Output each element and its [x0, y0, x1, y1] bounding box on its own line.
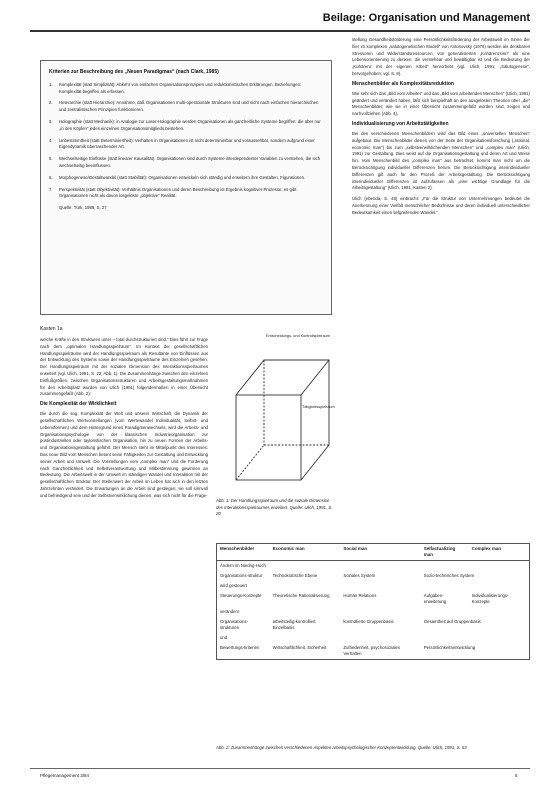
kriterien-item-number: 3.	[49, 118, 53, 124]
right-paragraph-2: Wie sehr sich das „Bild vom Arbeiter“ und das „Bild vom arbeitenden Menschen“ (Ulich, 1991) geändert und verändert haben, läßt sich beispielhaft an den ausgelösten Theorien über „die“ Menschenbilder, wie sie in einer Übersicht zusammengefaßt worden sind, zeigen und nachvollziehen (Abb. 4).	[352, 90, 530, 117]
table-row	[217, 617, 530, 633]
kriterien-item	[49, 119, 323, 133]
table-cell	[421, 561, 469, 572]
kriterien-item-text: Unbestimmtheit (statt Determiniertheit): Verhalten in Organisationen ist nicht determinierbar und voraussehbar, sondern aufgrund einer Eigendynamik überraschender Art.	[59, 137, 315, 150]
figure-1-caption: Abb. 1: Der Handlungsspielraum und die soziale Dimension des Interaktionsspielraumes erweitert. Quelle: Ulich, 1991, S. 20	[216, 498, 333, 516]
kriterien-item-number: 7.	[49, 186, 53, 192]
table-row	[217, 581, 530, 591]
header-rule	[30, 30, 530, 32]
table-cell: Human Relations	[343, 593, 377, 598]
table-cell: Bewertungs-kriterien	[220, 645, 260, 650]
right-column	[352, 37, 530, 217]
kriterien-item-number: 6.	[49, 174, 53, 180]
page-number: 5	[515, 773, 518, 778]
table-cell: Wirtschaftlichkeit, Sicherheit	[272, 645, 327, 650]
table-2-caption: Abb. 2: Zusammenhänge zwischen verschiedenen Aspekten arbeitspsychologischer Konzeptentwicklung. Quelle: Ulich, 1991, S. 53	[216, 745, 467, 750]
table-cell	[469, 561, 530, 572]
table-cell	[270, 633, 341, 643]
cube-hidden-edge-1	[236, 445, 264, 480]
left-paragraph-1: welche Kräfte in den Strukturen unter – total durchstrukturiert sind.“ Dies führt zur Frage nach dem „optimalen Handlungsspielraum“. Im Kontext der gesellschaftlichen Handlungsspielräume wird der Handlungsspielraum als Resultante von Einflüssen aus der Entwicklung des Systems sowie der Handlungsspielräume des Einzelnen gesehen. Der Handlungsspielraum mit der sozialen Dimension des Interaktionsspielraumes erweitert (vgl. Ulich, 1991, S. 22; Abb. 1). Die Zusammenhänge zwischen den einzelnen Einflußgrößen, zwischen Organisationsstrukturen und Arbeitsgestaltungsmaßnahmen für den Arbeitsplatz wurden von Ulich (1991) folgendermaßen in einer Übersicht zusammengefaßt (Abb. 2):	[40, 337, 208, 397]
table-cell	[469, 581, 530, 591]
kriterien-item	[49, 175, 323, 182]
table-cell: arbeitsteilig-kontrolliert Einzelbasis	[272, 619, 316, 630]
table-cell: Gesamtheit auf Gruppenbasis	[423, 619, 481, 624]
kriterien-item-text: Holographie (statt Mechanik): in Analogie zur Laser-Holographie werden Organisationen als ganzheitliche Systeme begriffen: die über nur „in den Köpfen“ jedes einzelnen Organisationsmitglieds bestehen.	[59, 118, 321, 131]
table-cell: Persönlichkeitsentwicklung	[423, 645, 476, 650]
kriterien-source: Quelle: Türk, 1989, S. 27	[59, 205, 107, 211]
table-row	[217, 561, 530, 572]
table-cell	[421, 633, 469, 643]
kriterien-item-text: Heterarchie (statt Hierarchie): Annahme, daß Organisationen multi-operationale Strukturen sind und nicht nach einfachen hierarchischen und zentralistischen Prinzipien funktionieren.	[59, 100, 319, 113]
table-cell	[340, 607, 420, 617]
table-cell	[421, 607, 469, 617]
footer-publication: Pflegemanagement 3/84	[40, 773, 90, 778]
table-row	[217, 591, 530, 607]
kriterien-item-number: 2.	[49, 100, 53, 106]
table-cell	[270, 561, 341, 572]
left-column	[40, 337, 208, 500]
cube-top-right-edge	[301, 360, 329, 395]
table-header-row	[217, 544, 530, 561]
cube-front-face	[236, 395, 301, 480]
table-cell: Individualisierungs-Konzepte	[471, 593, 509, 604]
footer-rule	[30, 768, 530, 769]
left-subheading: Die Komplexität der Wirklichkeit	[40, 401, 117, 408]
right-paragraph-1: stellung Gesundheitsförderung eine Persönlichkeitsförderung der Arbeitswelt im Sinne der hier im komplexen „salutogenetischen Modell“ von Antonovsky (1979) werden als denkbaren Stressoren und Widerstandsressourcen, von generalisierten „Kohärenzsinn“ als eine Lebensorientierung zu denken, die verstehbar und bewältigbar ist und die Bedeutung der „Kohärenz mit der eigenen Arbeit“ hervorhebt (vgl. Ulich, 1991; „Salutogenese“, hervorgehoben; vgl. S. 8).	[352, 37, 530, 76]
table-cell	[270, 607, 341, 617]
figure-1-label-right: Tätigkeitsspielraum	[302, 405, 335, 409]
table-cell: Zufriedenheit, psychosoziales Verhalten	[343, 645, 401, 656]
kriterien-item	[49, 138, 323, 152]
table-cell: wird gesteuert	[220, 583, 247, 588]
table-cell: Soziales System	[343, 573, 376, 578]
page-header-title: Beilage: Organisation und Management	[322, 12, 530, 24]
table-cell: Aufgaben-erweiterung	[423, 593, 447, 604]
menschenbilder-table	[216, 543, 530, 660]
table-cell: verändern	[220, 609, 240, 614]
table-row	[217, 607, 530, 617]
table-header-cell: Economic man	[270, 544, 341, 561]
table-cell	[340, 633, 420, 643]
kriterien-item	[49, 187, 323, 201]
table-row	[217, 571, 530, 581]
figure-1-label-top: Entscheidungs- und Kontrollspielraum	[266, 334, 330, 338]
kriterien-title: Kriterien zur Beschreibung des „Neuen Paradigmas“ (nach Clark, 1985)	[49, 69, 219, 75]
right-subheading-1: Menschenbilder als Komplexitätsreduktion	[352, 80, 454, 87]
table-cell: Ändern im Niedrig-Hoch	[220, 563, 266, 568]
kriterien-item	[49, 82, 323, 96]
kriterien-box	[40, 60, 332, 315]
kriterien-item-number: 4.	[49, 137, 53, 143]
table-header-cell: Social man	[340, 544, 420, 561]
table-cell: Theoretische Rationalisierung	[272, 593, 330, 598]
right-subheading-2: Individualisierung von Arbeitstätigkeiten	[352, 120, 449, 127]
table-header-cell: Selfactualizing man	[421, 544, 469, 561]
kriterien-item	[49, 100, 323, 114]
kriterien-item-number: 1.	[49, 81, 53, 87]
table-cell: und	[220, 635, 228, 640]
table-cell: Organisations-strukturen	[220, 619, 248, 630]
figure-1	[216, 330, 336, 535]
table-cell	[421, 581, 469, 591]
right-paragraph-3: Bei den verschiedenen Menschenbildern wird das Bild eines „universellen Menschen“ aufgebaut. Die Menschenbilder dienen von der Seite der Organisationsforschung („rational, economic man“) bis zum „selbstverwirklichenden Menschen“ und „complex man“ (Ulich, 1991) zur Gestaltung. Dies weist auf die Organisationsgestaltung und deren Art und Weise hin. Vom Menschenbild des „complex man“ aus betrachtet, kommt man nicht um die Berücksichtigung individueller Differenzen herum. Die Berücksichtigung interindividueller Differenzen gilt auch für den Prozeß der Arbeitsgestaltung. Die Berücksichtigung interindividueller Differenzen ist aufzufassen als „eine wichtige Grundlage für die Arbeitsgestaltung“ (Ulich, 1991, Kasten 2).	[352, 130, 530, 191]
kriterien-list	[49, 82, 323, 200]
table-cell	[469, 607, 530, 617]
table-cell	[340, 581, 420, 591]
kasten-label: Kasten 1a	[40, 326, 63, 332]
table-cell	[340, 561, 420, 572]
kriterien-item-text: Wechselseitige Einflüsse (statt linearer Kausalität): Organisationen sind durch Systeme interdependenter Variablen zu verstehen, die sich wechselseitig beeinflussen.	[59, 156, 321, 168]
kriterien-item	[49, 156, 323, 170]
left-paragraph-2: Die durch die sog. Komplexität der Welt und unserer Wirtschaft, die Dynamik der gesellschaftlichen Wertvorstellungen (vom Wertewandel Individualität, Selbst- und Lebensformen) und dem Hintergrund eines Paradigmenwechsels, wird die Arbeits- und Organisationspsychologie von der klassischen Industrieorganisation zur postindustriellen oder tayloristischen Organisation, hin zu neuen Formen der Arbeits- und Organisationsgestaltung geführt. Der Mensch steht im Mittelpunkt des Interesses: Das neue Bild vom Menschen betont seine Fähigkeiten zur Gestaltung und Entwicklung seiner Arbeit und Umwelt. Die Vorstellungen vom „complex man“ und die Forderung nach Ganzheitlichkeit und Selbstverantwortung und Mitbestimmung gewinnen an Bedeutung. Die Arbeitswelt in der Umwelt im ständigen Wandel und Interaktion mit der gesellschaftlichen Struktur. Der Stellenwert der Arbeit im Leben hat sich in den letzten Jahrzehnten verändert. Die Erwartungen an die Arbeit sind gestiegen; sie soll sinnvoll und befriedigend sein und der Selbstverwirklichung dienen, was sich nicht für die Frage-	[40, 411, 208, 498]
table-header-cell: Menschenbilder	[217, 544, 270, 561]
kriterien-item-text: Morphogenese/Gestaltwandel (statt Stabilität): Organisationen entwickeln sich ständig und erweitern ihre Gestalten, Figurationen.	[59, 174, 306, 180]
table-cell	[469, 633, 530, 643]
table-cell: Steuerungs-Konzepte	[220, 593, 262, 598]
table-cell	[270, 581, 341, 591]
table-cell: Sozio-technisches System	[423, 573, 475, 578]
kriterien-item-text: Komplexität (statt Simplizität): Abkehr von einfachen Organisationsprinzipien und reduktionistischen Erklärungen. Beziehungen: Komplexität begriffen als erfassen.	[59, 81, 302, 94]
table-cell: Organisations-struktur	[220, 573, 263, 578]
table-cell: Technokratische Ebene	[272, 573, 318, 578]
right-paragraph-4: Ulich (ebenda, S. 48) einbracht: „Für die Struktur von Unternehmungen bedeutet die Anerkennung einer Vielfalt menschlicher Bedürfnisse und deren individuell unterschiedlicher Bedeutsamkeit einen tiefgreifenden Wandel.“	[352, 196, 530, 215]
table-row	[217, 633, 530, 643]
kriterien-item-number: 5.	[49, 156, 53, 162]
table-header-cell: Complex man	[469, 544, 530, 561]
table-row	[217, 643, 530, 660]
kriterien-item-text: Perspektivität (statt Objektivität): Verhältnis Organisationen und deren Beschreibung ist Ergebnis kognitiver Prozesse, es gibt Organisationen nicht als davon losgelöste „objektive“ Realität.	[59, 186, 297, 199]
table-cell: kontrollierte Gruppenbasis	[343, 619, 394, 624]
